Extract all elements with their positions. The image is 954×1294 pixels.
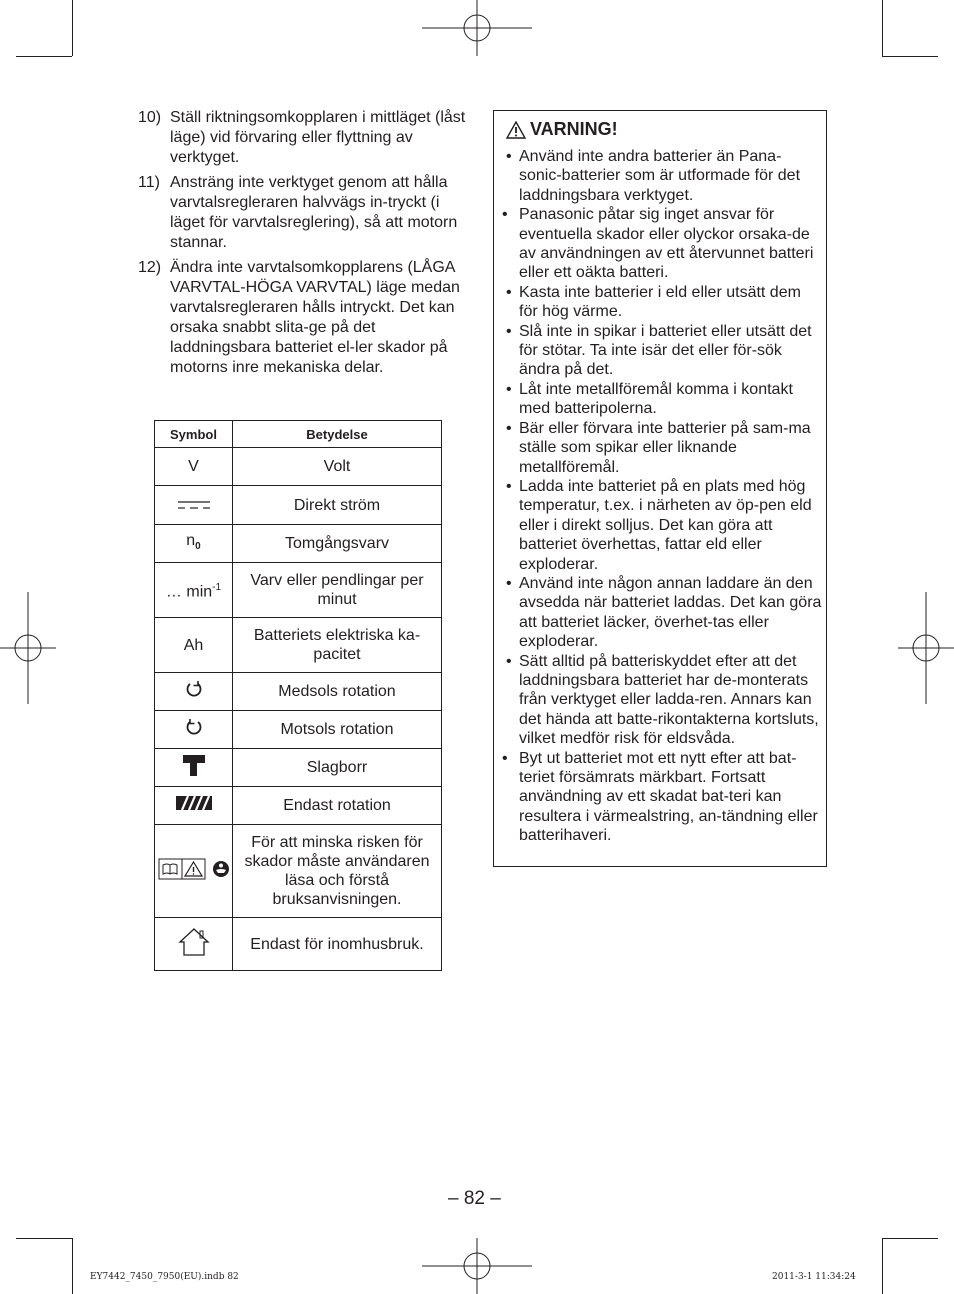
bullet: • <box>506 380 512 398</box>
crop-mark <box>72 1238 73 1294</box>
warning-item <box>504 749 822 846</box>
direct-current-icon <box>177 500 211 510</box>
table-row <box>155 918 442 971</box>
bullet: • <box>506 574 512 592</box>
symbol-table <box>154 420 442 971</box>
meaning-cell: Slagborr <box>233 749 442 787</box>
bullet: • <box>506 148 512 165</box>
warning-item <box>504 419 822 477</box>
warning-item-text: Ladda inte batteriet på en plats med hög temperatur, t.ex. i närheten av öp-pen eld eller i direkt solljus. Det kan göra att batteriet överhettas, fattar eld eller exploderar. <box>519 477 812 573</box>
item-number: 10) <box>138 109 162 126</box>
drill-bit-icon <box>176 796 212 810</box>
crop-mark <box>882 1238 883 1294</box>
read-manual-warning-icons <box>158 857 230 881</box>
meaning-cell: För att minska risken för skador måste användaren läsa och förstå bruksanvisningen. <box>233 825 442 918</box>
warning-item <box>504 477 822 574</box>
symbol-cell <box>155 825 233 918</box>
item-text: Ansträng inte verktyget genom att hålla varvtalsregleraren halvvägs in-tryckt (i läget för varvtalsreglering), så att motorn stannar. <box>170 174 458 251</box>
crop-mark <box>72 0 73 56</box>
footer-file-info: EY7442_7450_7950(EU).indb 82 <box>90 1272 239 1282</box>
item-text: Ställ riktningsomkopplaren i mittläget (låst läge) vid förvaring eller flyttning av verktyget. <box>170 109 466 166</box>
table-row <box>155 673 442 711</box>
meaning-cell: Medsols rotation <box>233 673 442 711</box>
table-row <box>155 749 442 787</box>
symbol-cell <box>155 711 233 749</box>
list-item <box>138 173 468 253</box>
symbol-cell <box>155 486 233 525</box>
page-number: – 82 – <box>448 1188 501 1209</box>
item-text: Ändra inte varvtalsomkopplarens (LÅGA VARVTAL-HÖGA VARVTAL) läge medan varvtalsregleraren hålls intryckt. Det kan orsaka snabbt slita-ge på det laddningsbara batteriet el-ler skador på motorns inre mekaniska delar. <box>170 259 460 376</box>
table-header-row <box>155 421 442 448</box>
warning-box <box>493 110 827 867</box>
footer-timestamp: 2011-3-1 11:34:24 <box>772 1272 856 1282</box>
warning-item <box>504 283 822 322</box>
meaning-cell: Endast för inomhusbruk. <box>233 918 442 971</box>
warning-item-text: Byt ut batteriet mot ett nytt efter att bat-teriet försämrats märkbart. Fortsatt användning av ett skadat bat-teri kan resultera i värmealstring, an-tändning eller batterihaveri. <box>519 749 818 845</box>
warning-heading <box>506 120 618 139</box>
bullet: • <box>506 477 512 495</box>
bullet: • <box>502 206 508 224</box>
warning-item-text: Slå inte in spikar i batteriet eller utsätt det för stötar. Ta inte isär det eller för-sök ändra på det. <box>519 322 812 379</box>
crop-mark <box>16 56 72 57</box>
list-item <box>138 258 468 378</box>
warning-item-text: Panasonic påtar sig inget ansvar för eventuella skador eller olyckor orsaka-de av användningen av ett återvunnet batteri eller ett oäkta batteri. <box>519 206 814 282</box>
table-row <box>155 618 442 673</box>
crop-mark <box>882 1238 938 1239</box>
warning-item <box>504 380 822 419</box>
table-row <box>155 825 442 918</box>
counterclockwise-rotation-icon <box>185 718 203 736</box>
symbol-cell <box>155 749 233 787</box>
meaning-cell: Endast rotation <box>233 787 442 825</box>
table-row <box>155 711 442 749</box>
warning-item-text: Sätt alltid på batteriskyddet efter att det laddningsbara batteriet har de-monterats från verktyget eller ladda-ren. Annars kan det hända att batte-rikontakterna kortsluts, vilket medför risk för eldsvåda. <box>519 652 819 748</box>
item-number: 12) <box>138 259 162 276</box>
meaning-cell: Varv eller pendlingar per minut <box>233 563 442 618</box>
table-row <box>155 448 442 486</box>
warning-triangle-icon <box>506 121 526 139</box>
registration-mark-icon <box>0 592 56 704</box>
hammer-icon <box>182 753 206 777</box>
warning-item-text: Bär eller förvara inte batterier på sam-ma ställe som spikar eller liknande metallföremål. <box>519 419 811 476</box>
bullet: • <box>506 419 512 437</box>
table-row <box>155 787 442 825</box>
symbol-cell <box>155 563 233 618</box>
warning-item-text: Använd inte andra batterier än Pana-sonic-batterier som är utformade för det laddningsbara verktyget. <box>519 148 801 204</box>
symbol-cell: Ah <box>155 618 233 673</box>
house-icon <box>178 927 210 957</box>
meaning-column-header: Betydelse <box>233 421 442 448</box>
crop-mark <box>882 56 938 57</box>
warning-item <box>504 147 822 205</box>
bullet: • <box>502 749 508 767</box>
table-row <box>155 525 442 563</box>
symbol-text: n <box>186 531 196 549</box>
meaning-cell: Direkt ström <box>233 486 442 525</box>
symbol-column-header: Symbol <box>155 421 233 448</box>
list-item <box>138 108 468 168</box>
meaning-cell: Motsols rotation <box>233 711 442 749</box>
numbered-instructions <box>138 108 468 383</box>
warning-item-text: Använd inte någon annan laddare än den avsedda när batteriet laddas. Det kan göra att batteriet läcker, överhet-tas eller exploderar. <box>519 574 822 651</box>
meaning-cell: Batteriets elektriska ka-pacitet <box>233 618 442 673</box>
clockwise-rotation-icon <box>185 680 203 698</box>
symbol-cell: V <box>155 448 233 486</box>
item-number: 11) <box>138 174 160 191</box>
symbol-cell <box>155 918 233 971</box>
warning-list <box>504 147 822 846</box>
symbol-cell <box>155 525 233 563</box>
bullet: • <box>506 652 512 670</box>
symbol-cell <box>155 787 233 825</box>
bullet: • <box>506 283 512 301</box>
crop-mark <box>16 1238 72 1239</box>
crop-mark <box>882 0 883 56</box>
symbol-subscript: 0 <box>195 541 201 553</box>
table-row <box>155 563 442 618</box>
warning-item-text: Låt inte metallföremål komma i kontakt med batteripolerna. <box>519 380 793 418</box>
symbol-superscript: -1 <box>212 582 222 594</box>
warning-title: VARNING! <box>530 119 618 139</box>
meaning-cell: Tomgångsvarv <box>233 525 442 563</box>
symbol-cell <box>155 673 233 711</box>
bullet: • <box>506 322 512 340</box>
registration-mark-icon <box>422 1238 532 1294</box>
symbol-text: … min <box>165 583 213 601</box>
warning-item <box>504 205 822 283</box>
registration-mark-icon <box>422 0 532 60</box>
registration-mark-icon <box>898 592 954 704</box>
table-row <box>155 486 442 525</box>
warning-item-text: Kasta inte batterier i eld eller utsätt dem för hög värme. <box>519 283 801 321</box>
warning-item <box>504 322 822 380</box>
warning-item <box>504 574 822 652</box>
warning-item <box>504 652 822 749</box>
meaning-cell: Volt <box>233 448 442 486</box>
